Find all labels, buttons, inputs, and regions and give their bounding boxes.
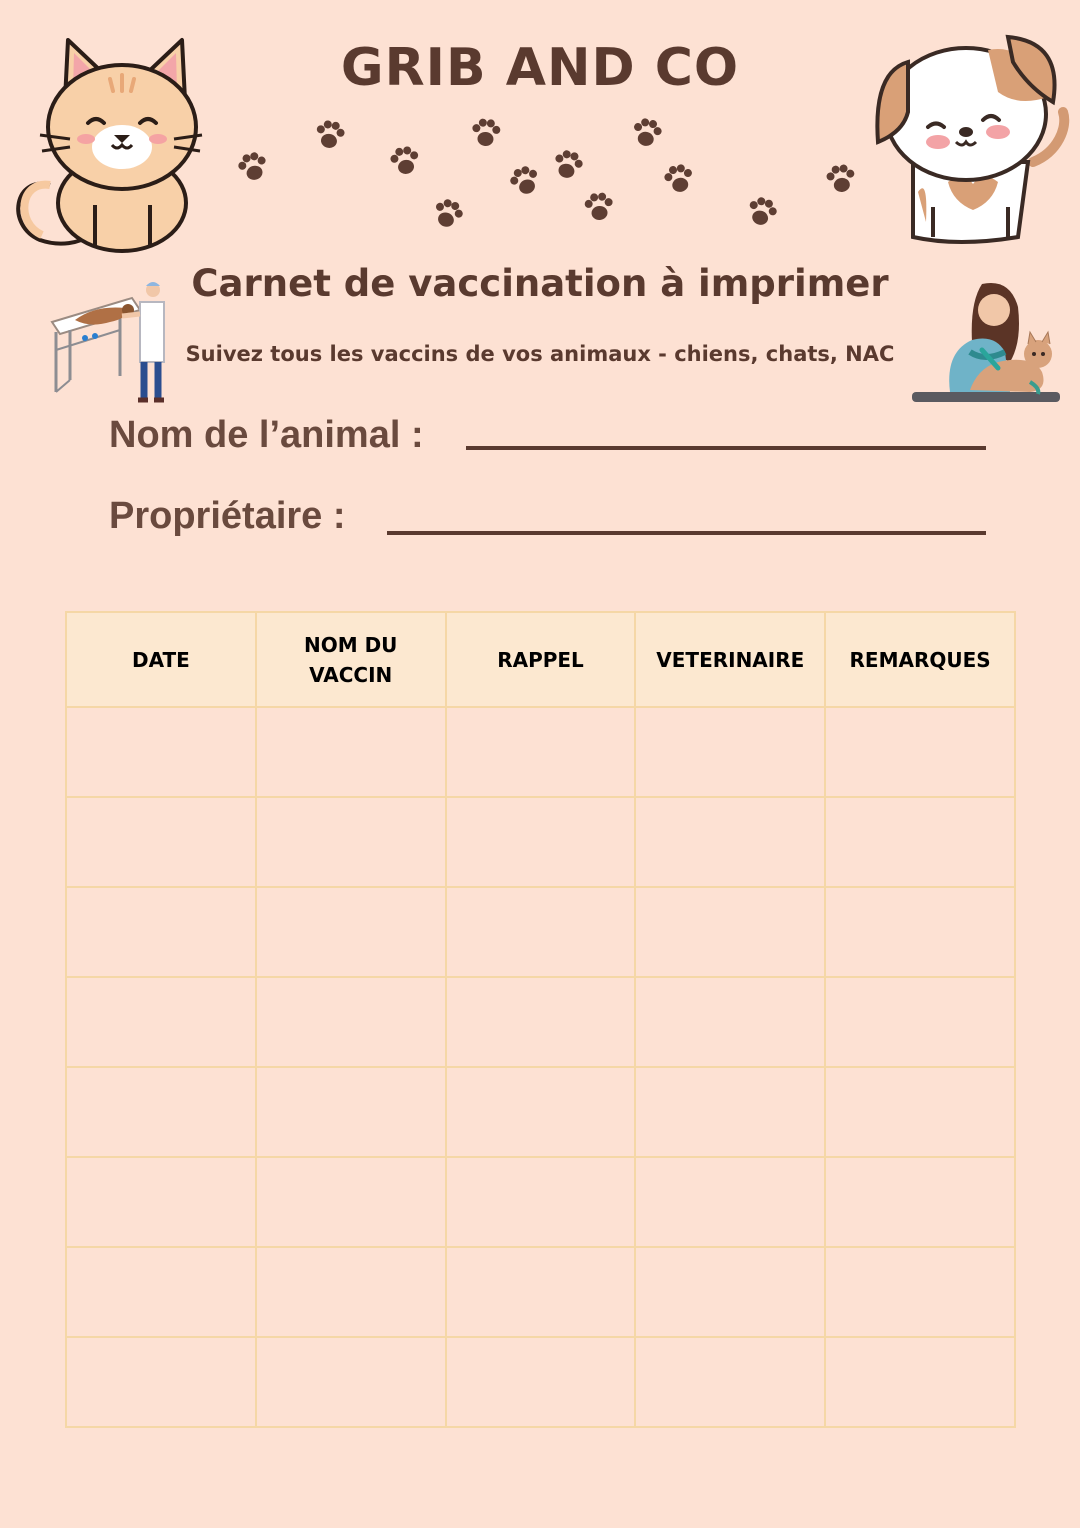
table-cell[interactable] [66, 707, 256, 797]
table-cell[interactable] [66, 1157, 256, 1247]
table-cell[interactable] [446, 1157, 636, 1247]
table-cell[interactable] [635, 1247, 825, 1337]
header-booster: RAPPEL [446, 612, 636, 707]
table-row [66, 1247, 1015, 1337]
page-tagline: Suivez tous les vaccins de vos animaux - chiens, chats, NAC [185, 342, 895, 366]
owner-label: Propriétaire : [109, 495, 346, 537]
table-cell[interactable] [446, 977, 636, 1067]
paw-print-icon [386, 142, 424, 180]
owner-line[interactable] [387, 531, 986, 535]
paw-print-icon [429, 195, 467, 233]
table-cell[interactable] [446, 797, 636, 887]
paw-print-icon [628, 114, 666, 152]
table-row [66, 1067, 1015, 1157]
table-row [66, 977, 1015, 1067]
table-cell[interactable] [256, 707, 446, 797]
table-cell[interactable] [256, 1247, 446, 1337]
table-cell[interactable] [635, 1337, 825, 1427]
animal-name-label: Nom de l’animal : [109, 414, 424, 456]
paw-print-icon [467, 114, 505, 152]
table-cell[interactable] [446, 1067, 636, 1157]
table-cell[interactable] [256, 1337, 446, 1427]
paw-print-icon [549, 146, 587, 184]
header-vaccine-name: NOM DU VACCIN [256, 612, 446, 707]
header-remarks: REMARQUES [825, 612, 1015, 707]
table-cell[interactable] [446, 1247, 636, 1337]
table-cell[interactable] [256, 977, 446, 1067]
paw-print-icon [234, 148, 272, 186]
table-row [66, 1157, 1015, 1247]
header-date: DATE [66, 612, 256, 707]
table-cell[interactable] [66, 797, 256, 887]
paw-print-icon [311, 116, 349, 154]
table-cell[interactable] [635, 1067, 825, 1157]
table-row [66, 1337, 1015, 1427]
vaccination-table [65, 611, 1016, 1428]
vet-with-dog-icon [50, 280, 170, 405]
table-cell[interactable] [635, 887, 825, 977]
table-cell[interactable] [256, 1067, 446, 1157]
vet-with-cat-icon [910, 282, 1062, 406]
header-veterinarian: VETERINAIRE [635, 612, 825, 707]
paw-print-icon [822, 160, 860, 198]
paw-print-icon [506, 162, 544, 200]
page-title: Carnet de vaccination à imprimer [191, 262, 889, 305]
table-cell[interactable] [825, 1067, 1015, 1157]
brand-title: GRIB AND CO [340, 38, 740, 98]
table-cell[interactable] [825, 1247, 1015, 1337]
paw-print-icon [660, 160, 698, 198]
table-cell[interactable] [66, 977, 256, 1067]
paw-print-icon [743, 193, 781, 231]
table-cell[interactable] [446, 707, 636, 797]
table-row [66, 707, 1015, 797]
table-cell[interactable] [66, 1247, 256, 1337]
paw-print-icon [580, 188, 618, 226]
animal-name-line[interactable] [466, 446, 986, 450]
table-cell[interactable] [256, 797, 446, 887]
table-cell[interactable] [66, 1067, 256, 1157]
table-body [66, 707, 1015, 1427]
table-cell[interactable] [256, 1157, 446, 1247]
table-cell[interactable] [825, 887, 1015, 977]
table-row [66, 797, 1015, 887]
dog-illustration-icon [868, 32, 1073, 250]
table-cell[interactable] [635, 707, 825, 797]
table-header-row [66, 612, 1015, 707]
table-cell[interactable] [256, 887, 446, 977]
cat-illustration-icon [10, 35, 205, 253]
table-cell[interactable] [825, 1337, 1015, 1427]
table-cell[interactable] [446, 887, 636, 977]
table-cell[interactable] [635, 977, 825, 1067]
table-cell[interactable] [825, 707, 1015, 797]
table-cell[interactable] [66, 887, 256, 977]
table-cell[interactable] [825, 977, 1015, 1067]
table-row [66, 887, 1015, 977]
table-cell[interactable] [446, 1337, 636, 1427]
table-cell[interactable] [635, 797, 825, 887]
table-cell[interactable] [66, 1337, 256, 1427]
table-cell[interactable] [635, 1157, 825, 1247]
table-cell[interactable] [825, 1157, 1015, 1247]
table-cell[interactable] [825, 797, 1015, 887]
